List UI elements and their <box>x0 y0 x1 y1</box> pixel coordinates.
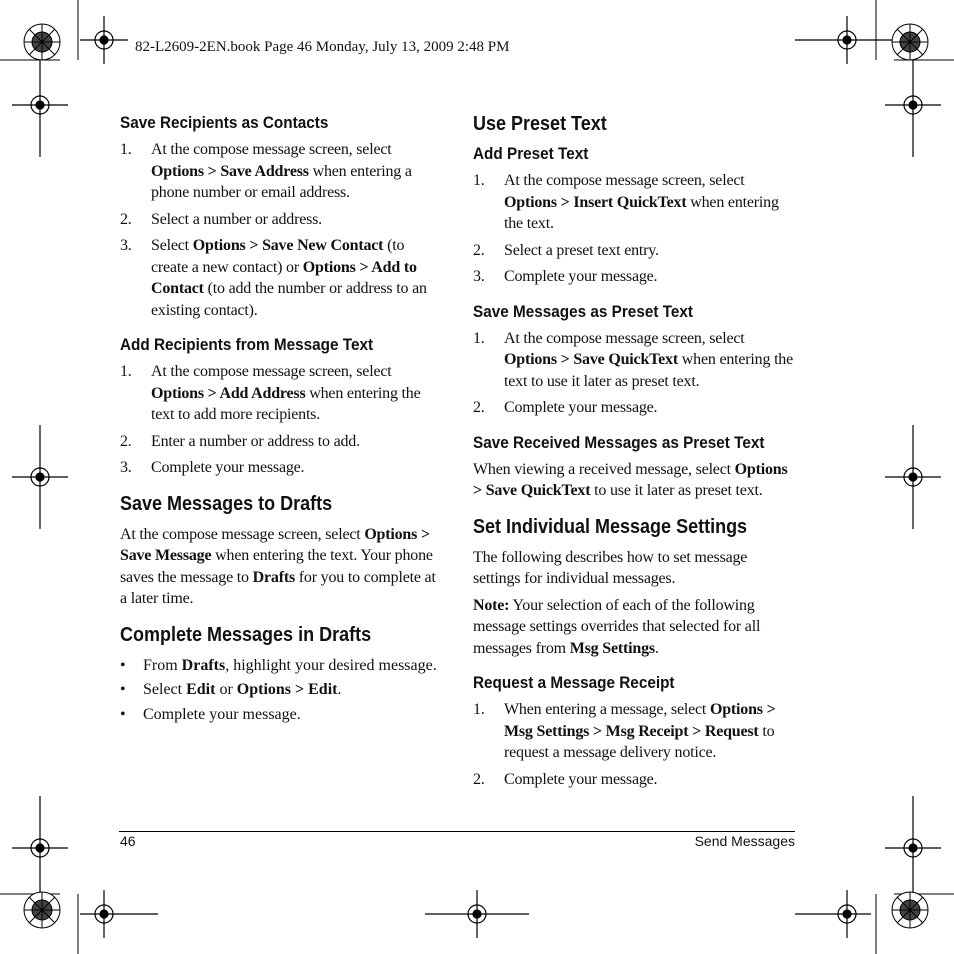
note-paragraph: Note: Your selection of each of the following message settings overrides that selected for all messages from Msg Settings. <box>473 596 761 657</box>
step <box>120 361 445 426</box>
step-text: Complete your message. <box>504 268 658 285</box>
left-column <box>120 113 445 739</box>
section-heading: Save Recipients as Contacts <box>120 113 329 132</box>
section-heading: Add Recipients from Message Text <box>120 335 374 354</box>
step-number: 2. <box>120 432 132 450</box>
section-save-recipients <box>120 113 445 321</box>
section-save-received <box>473 433 798 502</box>
step <box>473 769 798 791</box>
step-number: 2. <box>473 241 485 259</box>
step <box>473 397 798 419</box>
step <box>120 457 445 479</box>
step-number: 3. <box>120 459 132 476</box>
section-heading: Use Preset Text <box>473 113 607 135</box>
step-text: When entering a message, select Options > Msg Settings > Msg Receipt > Request to request a message delivery notice. <box>504 701 776 761</box>
paragraph: When viewing a received message, select Options > Save QuickText to use it later as preset text. <box>473 460 788 499</box>
section-request-receipt <box>473 673 798 790</box>
paragraph: The following describes how to set message settings for individual messages. <box>473 548 748 587</box>
section-add-preset <box>473 144 798 288</box>
step-number: 2. <box>473 399 485 416</box>
step <box>120 431 445 453</box>
step-text: Select Options > Save New Contact (to create a new contact) or Options > Add to Contact (to add the number or address to an existing contact). <box>151 237 427 319</box>
section-heading: Save Received Messages as Preset Text <box>473 432 765 452</box>
step-text: Complete your message. <box>504 399 658 416</box>
section-use-preset <box>473 113 798 136</box>
step-text: Enter a number or address to add. <box>151 432 360 450</box>
section-individual-settings <box>473 516 798 660</box>
step-text: At the compose message screen, select Options > Save QuickText when entering the text to use it later as preset text. <box>504 329 794 390</box>
bullet-item: • Complete your message. <box>120 705 301 723</box>
footer-rule <box>119 831 795 832</box>
step-text: Select a preset text entry. <box>504 241 659 259</box>
section-complete-drafts <box>120 624 445 726</box>
step-text: Complete your message. <box>151 459 305 476</box>
chapter-title: Send Messages <box>694 833 795 849</box>
step-number: 1. <box>120 141 132 158</box>
step-text: Complete your message. <box>504 770 658 788</box>
step-text: At the compose message screen, select Options > Insert QuickText when entering the text. <box>504 172 779 232</box>
section-heading: Set Individual Message Settings <box>473 515 748 538</box>
section-save-preset <box>473 302 798 419</box>
step-number: 2. <box>473 770 485 788</box>
page-number: 46 <box>120 833 136 849</box>
step <box>473 240 798 262</box>
step-text: At the compose message screen, select Options > Save Address when entering a phone number or email address. <box>151 141 412 201</box>
step-number: 1. <box>120 363 132 380</box>
paragraph: At the compose message screen, select Options > Save Message when entering the text. Your phone saves the message to Drafts for you to complete at a later time. <box>120 525 436 607</box>
step <box>120 139 445 204</box>
step <box>473 170 798 235</box>
step-number: 1. <box>473 329 485 347</box>
step <box>473 328 798 393</box>
step-number: 2. <box>120 210 132 228</box>
step-number: 1. <box>473 701 485 718</box>
step <box>473 266 798 288</box>
section-heading: Add Preset Text <box>473 144 589 163</box>
section-heading: Request a Message Receipt <box>473 673 675 692</box>
step-number: 3. <box>120 237 132 254</box>
bullet-item: • Select Edit or Options > Edit. <box>120 681 342 698</box>
right-column <box>473 113 798 804</box>
step-number: 3. <box>473 268 485 285</box>
section-heading: Save Messages to Drafts <box>120 492 333 515</box>
section-heading: Save Messages as Preset Text <box>473 301 694 321</box>
section-add-recipients <box>120 335 445 479</box>
section-save-drafts <box>120 493 445 610</box>
step-text: At the compose message screen, select Options > Add Address when entering the text to add more recipients. <box>151 363 421 423</box>
step <box>120 235 445 321</box>
section-heading: Complete Messages in Drafts <box>120 623 372 646</box>
bullet-item: • From Drafts, highlight your desired message. <box>120 656 437 674</box>
step-number: 1. <box>473 172 485 189</box>
step <box>120 209 445 231</box>
step <box>473 699 798 764</box>
step-text: Select a number or address. <box>151 210 322 228</box>
print-slug: 82-L2609-2EN.book Page 46 Monday, July 13, 2009 2:48 PM <box>135 39 510 55</box>
